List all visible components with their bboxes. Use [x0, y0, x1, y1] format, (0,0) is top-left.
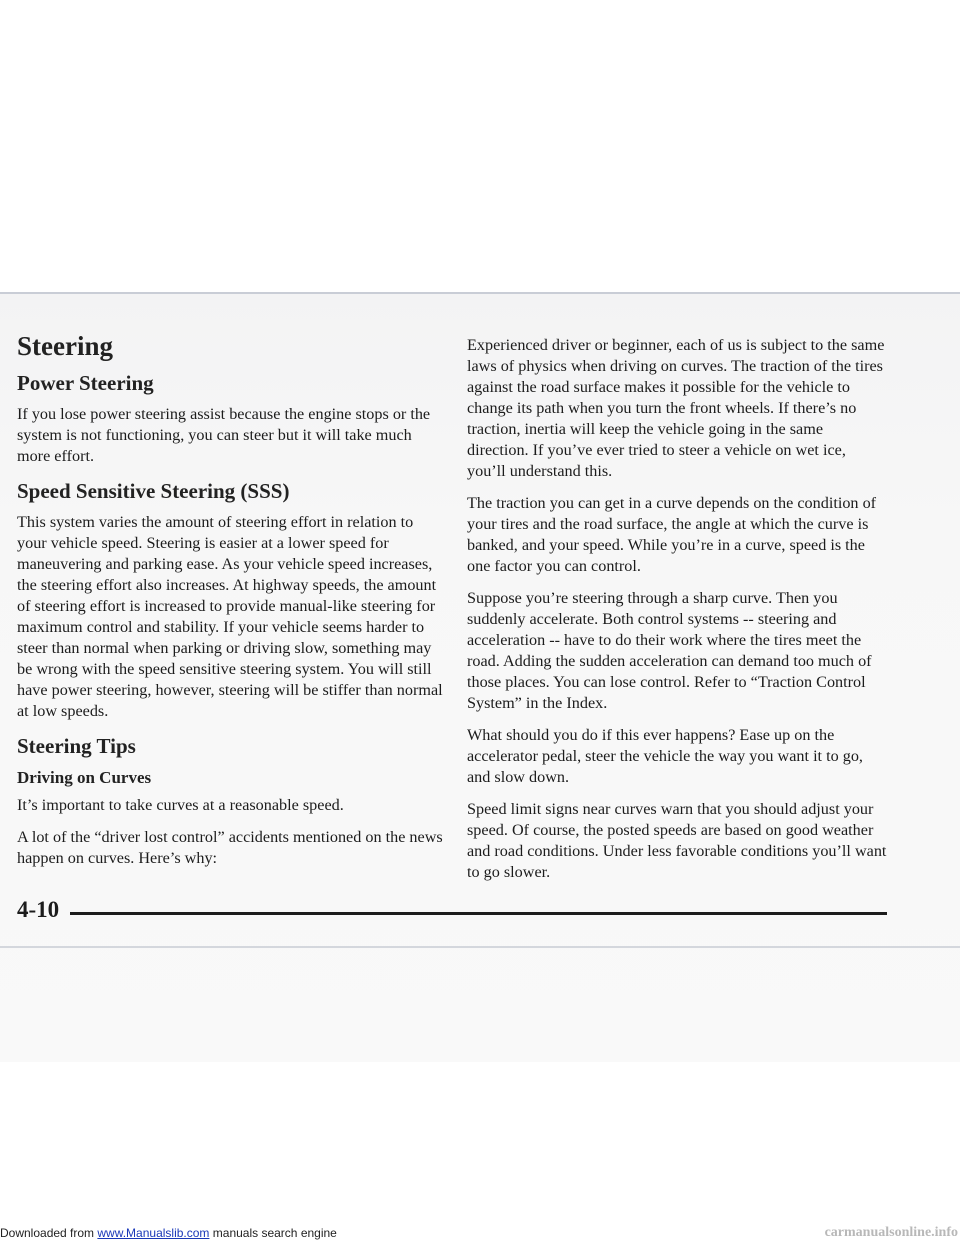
download-notice: [0, 1224, 337, 1242]
tips-paragraph-1: It’s important to take curves at a reasonable speed.: [17, 796, 344, 814]
right-column: [467, 335, 887, 894]
right-paragraph-2: The traction you can get in a curve depends on the condition of your tires and the road surface, the angle at which the curve is banked, and your speed. While you’re in a curve, speed is the one factor you can control.: [467, 494, 877, 575]
driving-on-curves-subheading: Driving on Curves: [17, 768, 152, 787]
right-paragraph-4: What should you do if this ever happens? Ease up on the accelerator pedal, steer the vehicle the way you want it to go, and slow down.: [467, 726, 863, 786]
download-bar: [0, 1224, 960, 1242]
download-prefix: Downloaded from: [0, 1226, 98, 1240]
download-suffix: manuals search engine: [209, 1226, 337, 1240]
top-divider: [0, 292, 960, 294]
right-paragraph-1: Experienced driver or beginner, each of us is subject to the same laws of physics when driving on curves. The traction of the tires against the road surface makes it possible for the vehicle to change its path when you turn the front wheels. If there’s no traction, inertia will keep the vehicle going in the same direction. If you’ve ever tried to steer a vehicle on wet ice, you’ll understand this.: [467, 336, 885, 480]
page-number: 4-10: [17, 897, 60, 922]
power-steering-heading: Power Steering: [17, 371, 154, 395]
footer-rule: [70, 912, 887, 915]
right-paragraph-5: Speed limit signs near curves warn that you should adjust your speed. Of course, the posted speeds are based on good weather and road conditions. Under less favorable conditions you’ll want to go slower.: [467, 800, 887, 881]
tips-paragraph-2: A lot of the “driver lost control” accidents mentioned on the news happen on curves. Here’s why:: [17, 828, 443, 867]
manualslib-link[interactable]: www.Manualslib.com: [97, 1226, 210, 1240]
right-paragraph-3: Suppose you’re steering through a sharp curve. Then you suddenly accelerate. Both control systems -- steering and acceleration -- have to do their work where the tires meet the road. Adding the sudden acceleration can demand too much of those places. You can lose control. Refer to “Traction Control System” in the Index.: [467, 589, 872, 712]
section-title: Steering: [17, 331, 113, 361]
sss-heading: Speed Sensitive Steering (SSS): [17, 479, 290, 503]
left-column: [17, 330, 445, 880]
power-steering-paragraph: If you lose power steering assist because the engine stops or the system is not functioning, you can steer but it will take much more effort.: [17, 405, 431, 465]
sss-paragraph: This system varies the amount of steering effort in relation to your vehicle speed. Steering is easier at a lower speed for maneuvering and parking ease. As your vehicle speed increases, the steering effort also increases. At highway speeds, the amount of steering effort is increased to provide manual-like steering for maximum control and stability. If your vehicle seems harder to steer than normal when parking or driving slow, something may be wrong with the speed sensitive steering system. You will still have power steering, however, steering will be stiffer than normal at low speeds.: [17, 513, 443, 720]
steering-tips-heading: Steering Tips: [17, 734, 136, 758]
watermark-text: carmanualsonline.info: [824, 1225, 958, 1240]
bottom-divider: [0, 946, 960, 948]
